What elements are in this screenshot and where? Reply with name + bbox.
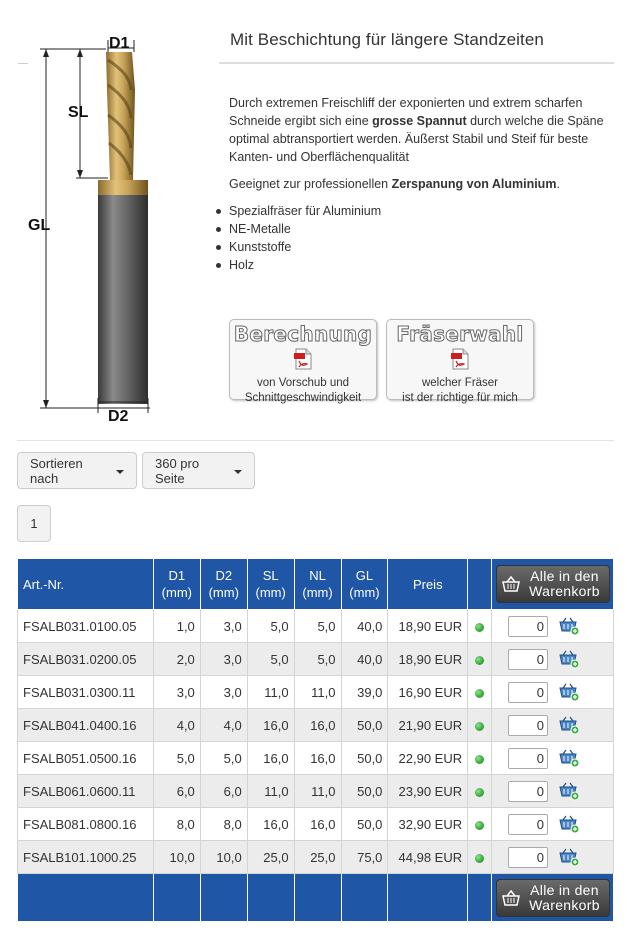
price-cell: 22,90 EUR <box>388 742 468 775</box>
quantity-input[interactable] <box>508 847 548 868</box>
headline-divider <box>219 62 614 64</box>
divider <box>18 63 28 64</box>
d1-cell: 6,0 <box>153 775 200 808</box>
gl-cell: 50,0 <box>341 808 388 841</box>
sl-cell: 5,0 <box>247 643 294 676</box>
price-cell: 21,90 EUR <box>388 709 468 742</box>
art-number-cell: FSALB031.0200.05 <box>18 643 154 676</box>
add-to-cart-icon[interactable] <box>558 847 580 867</box>
gl-cell: 40,0 <box>341 643 388 676</box>
order-cell <box>492 610 614 643</box>
d1-cell: 10,0 <box>153 841 200 874</box>
sl-cell: 5,0 <box>247 610 294 643</box>
feature-item: Holz <box>229 256 381 274</box>
availability-cell <box>468 775 492 808</box>
table-row <box>18 808 614 841</box>
sl-cell: 25,0 <box>247 841 294 874</box>
label-d1: D1 <box>109 35 130 52</box>
table-row <box>18 643 614 676</box>
col-art-nr[interactable]: Art.-Nr. <box>18 559 154 610</box>
product-headline: Mit Beschichtung für längere Standzeiten <box>230 30 544 49</box>
add-to-cart-icon[interactable] <box>558 814 580 834</box>
basket-icon <box>501 889 521 907</box>
availability-cell <box>468 643 492 676</box>
price-cell: 23,90 EUR <box>388 775 468 808</box>
calculation-pdf-line2: Schnittgeschwindigkeit <box>244 392 362 404</box>
nl-cell: 25,0 <box>294 841 341 874</box>
art-number-cell: FSALB031.0100.05 <box>18 610 154 643</box>
d1-cell: 3,0 <box>153 676 200 709</box>
d1-cell: 1,0 <box>153 610 200 643</box>
pdf-icon <box>292 348 314 370</box>
table-row <box>18 676 614 709</box>
availability-cell <box>468 742 492 775</box>
order-cell <box>492 742 614 775</box>
sort-dropdown-label: Sortieren nach <box>30 455 83 486</box>
add-all-to-cart-button-footer[interactable]: Alle in den Warenkorb <box>496 879 610 917</box>
price-cell: 16,90 EUR <box>388 676 468 709</box>
availability-cell <box>468 808 492 841</box>
add-to-cart-icon[interactable] <box>558 616 580 636</box>
calculation-pdf-title: Berechnung <box>233 322 373 346</box>
coated-collar <box>98 180 148 195</box>
product-suitability: Geeignet zur professionellen Zerspanung von Aluminium. <box>229 177 560 191</box>
add-to-cart-icon[interactable] <box>558 682 580 702</box>
d2-cell: 10,0 <box>200 841 247 874</box>
end-mill-drawing <box>18 30 218 430</box>
sl-cell: 11,0 <box>247 676 294 709</box>
gl-cell: 50,0 <box>341 742 388 775</box>
add-to-cart-icon[interactable] <box>558 748 580 768</box>
table-row <box>18 775 614 808</box>
d1-cell: 8,0 <box>153 808 200 841</box>
table-row <box>18 841 614 874</box>
d2-cell: 8,0 <box>200 808 247 841</box>
art-number-cell: FSALB041.0400.16 <box>18 709 154 742</box>
nl-cell: 16,0 <box>294 709 341 742</box>
price-cell: 32,90 EUR <box>388 808 468 841</box>
col-gl[interactable]: GL (mm) <box>341 559 388 610</box>
art-number-cell: FSALB051.0500.16 <box>18 742 154 775</box>
sort-dropdown[interactable] <box>17 452 137 489</box>
availability-cell <box>468 610 492 643</box>
cutter-selection-pdf-line2: ist der richtige für mich <box>402 392 518 404</box>
availability-cell <box>468 709 492 742</box>
calculation-pdf-line1: von Vorschub und <box>256 377 350 389</box>
quantity-input[interactable] <box>508 748 548 769</box>
nl-cell: 11,0 <box>294 775 341 808</box>
pagination-page-1[interactable] <box>17 505 51 542</box>
feature-list <box>229 202 381 274</box>
in-stock-indicator-icon <box>475 689 484 698</box>
gl-cell: 39,0 <box>341 676 388 709</box>
art-number-cell: FSALB081.0800.16 <box>18 808 154 841</box>
add-to-cart-icon[interactable] <box>558 781 580 801</box>
d2-cell: 5,0 <box>200 742 247 775</box>
sl-cell: 16,0 <box>247 709 294 742</box>
availability-cell <box>468 841 492 874</box>
quantity-input[interactable] <box>508 649 548 670</box>
col-sl[interactable]: SL (mm) <box>247 559 294 610</box>
d2-cell: 4,0 <box>200 709 247 742</box>
sl-cell: 16,0 <box>247 808 294 841</box>
d2-cell: 3,0 <box>200 643 247 676</box>
quantity-input[interactable] <box>508 682 548 703</box>
calculation-pdf-link[interactable] <box>229 319 377 404</box>
label-d2: D2 <box>108 408 129 425</box>
d1-cell: 2,0 <box>153 643 200 676</box>
table-row <box>18 709 614 742</box>
col-d2[interactable]: D2 (mm) <box>200 559 247 610</box>
gl-cell: 50,0 <box>341 709 388 742</box>
quantity-input[interactable] <box>508 616 548 637</box>
d1-cell: 5,0 <box>153 742 200 775</box>
col-order <box>492 559 614 610</box>
add-all-to-cart-button[interactable]: Alle in den Warenkorb <box>496 565 610 603</box>
d2-cell: 3,0 <box>200 610 247 643</box>
add-to-cart-icon[interactable] <box>558 715 580 735</box>
quantity-input[interactable] <box>508 715 548 736</box>
add-to-cart-icon[interactable] <box>558 649 580 669</box>
order-cell <box>492 775 614 808</box>
feature-item: Kunststoffe <box>229 238 381 256</box>
quantity-input[interactable] <box>508 781 548 802</box>
nl-cell: 16,0 <box>294 742 341 775</box>
per-page-dropdown[interactable] <box>142 452 255 489</box>
basket-icon <box>501 575 521 593</box>
d1-cell: 4,0 <box>153 709 200 742</box>
order-cell <box>492 709 614 742</box>
product-description: Durch extremen Freischliff der exponierten und extrem scharfen Schneide ergibt sich eine grosse Spannut durch welche die Späne optimal abtransportiert werden. Äußerst Stabil und Steif für beste Kanten- und Oberflächenqualität <box>229 96 604 164</box>
in-stock-indicator-icon <box>475 755 484 764</box>
d2-cell: 3,0 <box>200 676 247 709</box>
cutter-selection-pdf-line1: welcher Fräser <box>421 377 499 389</box>
sl-cell: 11,0 <box>247 775 294 808</box>
shank <box>98 192 148 404</box>
table-footer-row <box>18 874 614 922</box>
col-price[interactable]: Preis <box>388 559 468 610</box>
order-cell <box>492 643 614 676</box>
gl-cell: 75,0 <box>341 841 388 874</box>
price-cell: 18,90 EUR <box>388 610 468 643</box>
caret-down-icon <box>234 470 242 474</box>
in-stock-indicator-icon <box>475 722 484 731</box>
art-number-cell: FSALB061.0600.11 <box>18 775 154 808</box>
in-stock-indicator-icon <box>475 656 484 665</box>
gl-cell: 40,0 <box>341 610 388 643</box>
pdf-icon <box>449 348 471 370</box>
cutter-selection-pdf-link[interactable] <box>386 319 534 404</box>
col-status <box>468 559 492 610</box>
nl-cell: 5,0 <box>294 643 341 676</box>
product-table <box>17 558 614 922</box>
in-stock-indicator-icon <box>475 788 484 797</box>
order-cell <box>492 808 614 841</box>
in-stock-indicator-icon <box>475 821 484 830</box>
sl-cell: 16,0 <box>247 742 294 775</box>
nl-cell: 11,0 <box>294 676 341 709</box>
caret-down-icon <box>116 470 124 474</box>
feature-item: NE-Metalle <box>229 220 381 238</box>
d2-cell: 6,0 <box>200 775 247 808</box>
price-cell: 44,98 EUR <box>388 841 468 874</box>
table-header-row <box>18 559 614 610</box>
price-cell: 18,90 EUR <box>388 643 468 676</box>
table-row <box>18 610 614 643</box>
nl-cell: 16,0 <box>294 808 341 841</box>
order-cell <box>492 841 614 874</box>
table-row <box>18 742 614 775</box>
art-number-cell: FSALB101.1000.25 <box>18 841 154 874</box>
feature-item: Spezialfräser für Aluminium <box>229 204 382 218</box>
nl-cell: 5,0 <box>294 610 341 643</box>
per-page-dropdown-label: 360 pro Seite <box>155 455 200 486</box>
availability-cell <box>468 676 492 709</box>
in-stock-indicator-icon <box>475 854 484 863</box>
col-nl[interactable]: NL (mm) <box>294 559 341 610</box>
order-cell <box>492 676 614 709</box>
quantity-input[interactable] <box>508 814 548 835</box>
gl-cell: 50,0 <box>341 775 388 808</box>
col-d1[interactable]: D1 (mm) <box>153 559 200 610</box>
label-sl: SL <box>68 104 89 121</box>
label-gl: GL <box>28 217 51 234</box>
section-divider <box>17 440 614 441</box>
cutter-selection-pdf-title: Fräserwahl <box>396 322 524 346</box>
page-number: 1 <box>30 516 38 531</box>
in-stock-indicator-icon <box>475 623 484 632</box>
art-number-cell: FSALB031.0300.11 <box>18 676 154 709</box>
